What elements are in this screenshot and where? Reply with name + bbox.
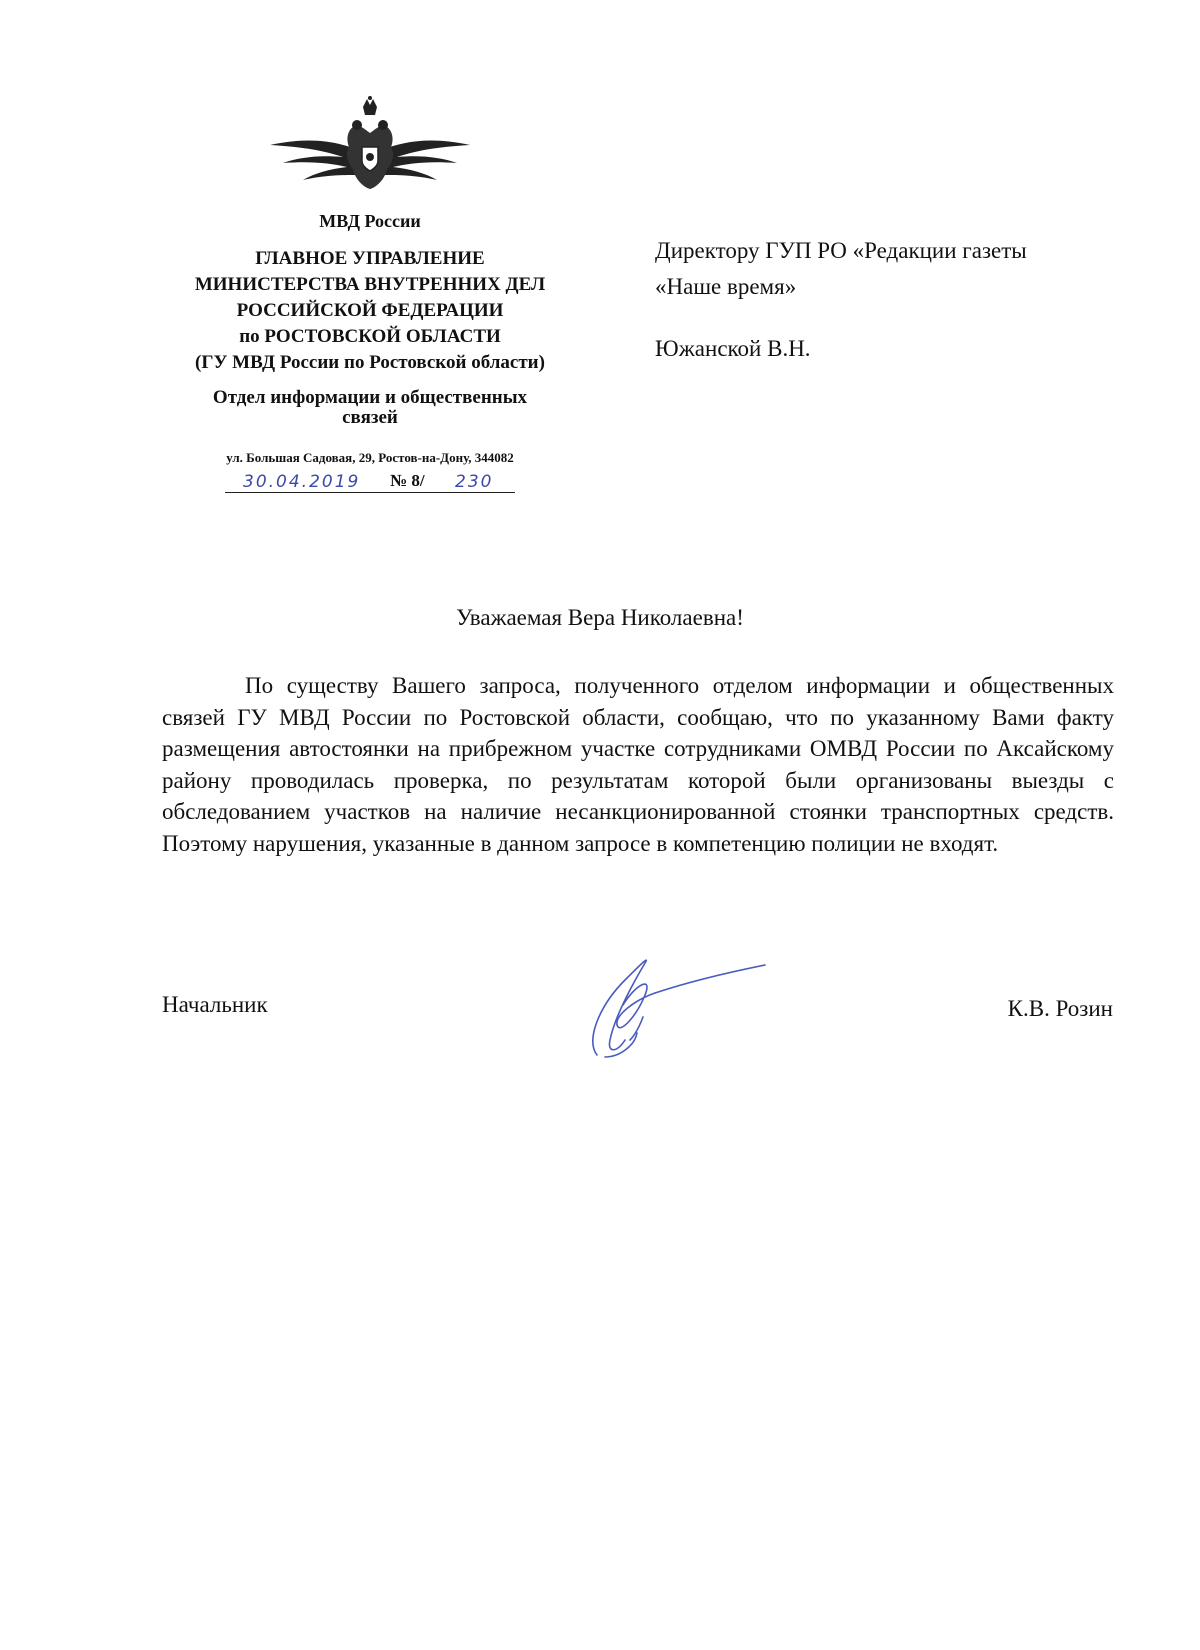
registration-number-label: № 8/ [390,471,425,490]
department-line: Отдел информации и общественных [212,387,528,408]
signatory-name: К.В. Розин [1007,996,1113,1021]
department-name [150,388,590,428]
ministry-name: МВД России [319,211,421,231]
letterhead-address: ул. Большая Садовая, 29, Ростов-на-Дону, 344082 [226,450,514,465]
org-line: МИНИСТЕРСТВА ВНУТРЕННИХ ДЕЛ [194,274,546,295]
department-line: связей [342,407,398,428]
registration-line [225,468,515,493]
signatory-title: Начальник [162,992,268,1017]
letter-body: По существу Вашего запроса, полученного отделом информации и общественных связей ГУ МВД России по Ростовской области, сообщаю, что по указанному Вами факту размещения автостоянки на прибрежном участке сотрудниками ОМВД России по Аксайскому району проводилась проверка, по результатам которой были организованы выезды с обследованием участков на наличие несанкционированной стоянки транспортных средств. Поэтому нарушения, указанные в данном запросе в компетенцию полиции не входят. [162,673,1114,856]
org-line: по РОСТОВСКОЙ ОБЛАСТИ [239,326,501,347]
registration-date: 30.04.2019 [243,472,361,492]
addressee-line: Директору ГУП РО «Редакции газеты [655,238,1027,263]
organization-name [150,246,590,376]
addressee-line: «Наше время» [655,274,797,299]
addressee-name: Южанской В.Н. [655,336,811,361]
org-line: РОССИЙСКОЙ ФЕДЕРАЦИИ [236,300,504,321]
letterhead [150,95,590,493]
org-line: ГЛАВНОЕ УПРАВЛЕНИЕ [255,248,485,269]
mvd-emblem-icon [265,95,475,200]
registration-number: 230 [455,472,494,492]
addressee-block [655,233,1125,367]
handwritten-signature-icon [575,945,775,1065]
salutation: Уважаемая Вера Николаевна! [456,605,744,630]
org-line: (ГУ МВД России по Ростовской области) [195,352,545,373]
